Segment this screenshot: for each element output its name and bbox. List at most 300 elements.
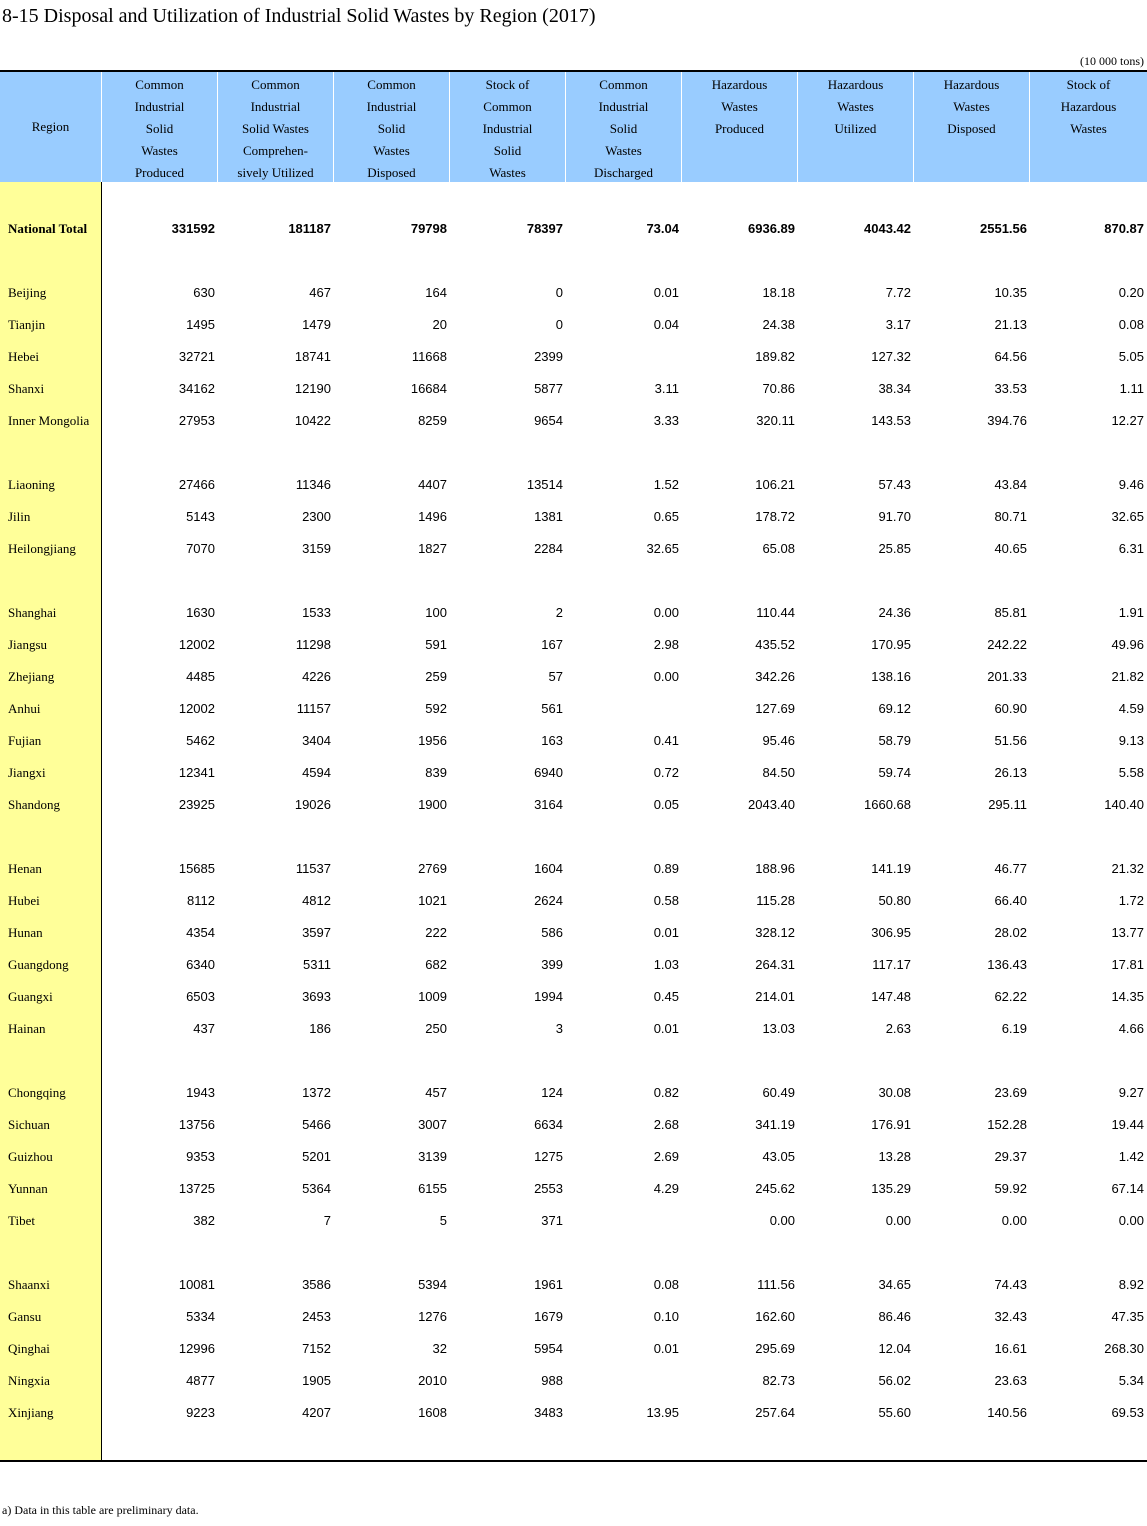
region-name: Shanxi xyxy=(8,381,45,396)
cell-value: 6936.89 xyxy=(748,221,795,236)
cell-value: 110.44 xyxy=(756,605,795,620)
cell-value: 0.65 xyxy=(653,509,679,524)
table-row xyxy=(0,1275,1147,1295)
cell-value: 12002 xyxy=(178,701,215,716)
cell-value: 3159 xyxy=(302,541,331,556)
table-row xyxy=(0,923,1147,943)
cell-value: 50.80 xyxy=(878,893,911,908)
region-name: Ningxia xyxy=(8,1373,50,1388)
cell-value: 10081 xyxy=(178,1277,215,1292)
cell-value: 4812 xyxy=(302,893,331,908)
cell-value: 371 xyxy=(541,1213,563,1228)
cell-value: 74.43 xyxy=(994,1277,1027,1292)
column-header-line: Common xyxy=(251,77,300,92)
cell-value: 1943 xyxy=(186,1085,215,1100)
cell-value: 214.01 xyxy=(755,989,795,1004)
cell-value: 3 xyxy=(555,1021,563,1036)
table-row xyxy=(0,987,1147,1007)
cell-value: 9654 xyxy=(534,413,563,428)
cell-value: 9353 xyxy=(186,1149,215,1164)
cell-value: 3693 xyxy=(302,989,331,1004)
cell-value: 6634 xyxy=(534,1117,563,1132)
column-header-line: Produced xyxy=(134,165,185,180)
cell-value: 13514 xyxy=(526,477,563,492)
cell-value: 60.90 xyxy=(994,701,1027,716)
cell-value: 2399 xyxy=(534,349,563,364)
column-header-line: sively Utilized xyxy=(237,165,314,180)
cell-value: 2453 xyxy=(302,1309,331,1324)
cell-value: 7 xyxy=(323,1213,331,1228)
column-header-line: Hazardous xyxy=(827,77,884,92)
cell-value: 1276 xyxy=(418,1309,447,1324)
cell-value: 26.13 xyxy=(994,765,1027,780)
column-header-line: Wastes xyxy=(141,143,178,158)
cell-value: 7.72 xyxy=(885,285,911,300)
column-header-line: Stock of xyxy=(1066,77,1111,92)
cell-value: 163 xyxy=(541,733,563,748)
cell-value: 152.28 xyxy=(987,1117,1027,1132)
cell-value xyxy=(566,1211,682,1231)
column-header-line: Discharged xyxy=(594,165,653,180)
cell-value: 259 xyxy=(425,669,447,684)
cell-value: 1.11 xyxy=(1119,381,1144,396)
cell-value: 30.08 xyxy=(878,1085,911,1100)
cell-value: 24.38 xyxy=(762,317,795,332)
cell-value: 6340 xyxy=(186,957,215,972)
region-name: Sichuan xyxy=(8,1117,50,1132)
column-header-line: Region xyxy=(31,119,70,134)
cell-value: 561 xyxy=(541,701,563,716)
cell-value: 7070 xyxy=(186,541,215,556)
cell-value: 13.28 xyxy=(878,1149,911,1164)
table-row xyxy=(0,315,1147,335)
column-header-line: Hazardous xyxy=(943,77,1000,92)
cell-value: 66.40 xyxy=(994,893,1027,908)
cell-value: 3586 xyxy=(302,1277,331,1292)
cell-value: 69.12 xyxy=(878,701,911,716)
cell-value: 21.32 xyxy=(1111,861,1144,876)
column-header-line: Wastes xyxy=(605,143,642,158)
cell-value: 9223 xyxy=(186,1405,215,1420)
cell-value: 1479 xyxy=(302,317,331,332)
cell-value: 16.61 xyxy=(994,1341,1027,1356)
cell-value: 147.48 xyxy=(871,989,911,1004)
cell-value: 33.53 xyxy=(994,381,1027,396)
cell-value: 47.35 xyxy=(1111,1309,1144,1324)
cell-value: 9.27 xyxy=(1118,1085,1144,1100)
cell-value: 170.95 xyxy=(871,637,911,652)
column-header-line: Wastes xyxy=(721,99,758,114)
column-header-line: Wastes xyxy=(1070,121,1107,136)
cell-value: 870.87 xyxy=(1104,221,1144,236)
cell-value: 1827 xyxy=(418,541,447,556)
cell-value: 3139 xyxy=(418,1149,447,1164)
cell-value: 0.01 xyxy=(653,925,679,940)
column-header-line: Stock of xyxy=(485,77,530,92)
cell-value: 0.01 xyxy=(653,1021,679,1036)
cell-value: 399 xyxy=(541,957,563,972)
region-name: Tianjin xyxy=(8,317,46,332)
cell-value: 27466 xyxy=(178,477,215,492)
region-name: Tibet xyxy=(8,1213,35,1228)
cell-value: 1.03 xyxy=(653,957,679,972)
cell-value: 0.20 xyxy=(1118,285,1144,300)
cell-value: 1496 xyxy=(418,509,447,524)
table-header xyxy=(0,70,1147,182)
cell-value: 34162 xyxy=(178,381,215,396)
cell-value: 2010 xyxy=(418,1373,447,1388)
cell-value: 2284 xyxy=(534,541,563,556)
column-header-line: Hazardous xyxy=(711,77,768,92)
cell-value: 11157 xyxy=(296,701,331,716)
cell-value: 140.40 xyxy=(1104,797,1144,812)
cell-value: 4407 xyxy=(418,477,447,492)
cell-value: 5877 xyxy=(534,381,563,396)
cell-value: 328.12 xyxy=(755,925,795,940)
cell-value: 264.31 xyxy=(755,957,795,972)
cell-value: 4207 xyxy=(302,1405,331,1420)
cell-value: 55.60 xyxy=(878,1405,911,1420)
cell-value: 591 xyxy=(425,637,447,652)
cell-value: 0 xyxy=(555,285,563,300)
cell-value: 12996 xyxy=(178,1341,215,1356)
cell-value: 2553 xyxy=(534,1181,563,1196)
cell-value: 84.50 xyxy=(762,765,795,780)
cell-value: 1381 xyxy=(534,509,563,524)
cell-value: 12190 xyxy=(294,381,331,396)
column-header-line: Industrial xyxy=(134,99,185,114)
cell-value: 6940 xyxy=(534,765,563,780)
cell-value: 57.43 xyxy=(878,477,911,492)
cell-value: 435.52 xyxy=(755,637,795,652)
cell-value: 80.71 xyxy=(994,509,1027,524)
column-header-line: Hazardous xyxy=(1060,99,1117,114)
cell-value: 4877 xyxy=(186,1373,215,1388)
cell-value: 0.05 xyxy=(653,797,679,812)
table-row xyxy=(0,539,1147,559)
table-row xyxy=(0,1371,1147,1391)
cell-value: 16684 xyxy=(410,381,447,396)
table-row xyxy=(0,859,1147,879)
cell-value: 23925 xyxy=(178,797,215,812)
cell-value: 59.74 xyxy=(878,765,911,780)
column-header-line: Solid xyxy=(145,121,174,136)
table-row xyxy=(0,1083,1147,1103)
column-header xyxy=(914,72,1030,182)
cell-value: 0.82 xyxy=(653,1085,679,1100)
cell-value: 1630 xyxy=(186,605,215,620)
column-header-line: Wastes xyxy=(837,99,874,114)
cell-value: 0.00 xyxy=(769,1213,795,1228)
cell-value: 331592 xyxy=(171,221,215,236)
region-name: Shandong xyxy=(8,797,60,812)
cell-value: 268.30 xyxy=(1104,1341,1144,1356)
cell-value: 5.34 xyxy=(1118,1373,1144,1388)
column-header-line: Common xyxy=(483,99,532,114)
cell-value: 341.19 xyxy=(755,1117,795,1132)
cell-value: 10422 xyxy=(294,413,331,428)
unit-label: (10 000 tons) xyxy=(1080,54,1144,68)
table-row xyxy=(0,667,1147,687)
table-row xyxy=(0,763,1147,783)
cell-value: 4.29 xyxy=(653,1181,679,1196)
cell-value: 124 xyxy=(541,1085,563,1100)
cell-value: 176.91 xyxy=(871,1117,911,1132)
cell-value: 12002 xyxy=(178,637,215,652)
cell-value: 67.14 xyxy=(1111,1181,1144,1196)
region-name: Hebei xyxy=(8,349,40,364)
cell-value: 100 xyxy=(425,605,447,620)
region-name: Shanghai xyxy=(8,605,57,620)
region-name: Hunan xyxy=(8,925,43,940)
table-row xyxy=(0,955,1147,975)
cell-value: 11668 xyxy=(411,349,447,364)
column-header-line: Industrial xyxy=(250,99,301,114)
cell-value: 178.72 xyxy=(755,509,795,524)
column-header-line: Solid xyxy=(377,121,406,136)
cell-value: 8259 xyxy=(418,413,447,428)
region-name: Hainan xyxy=(8,1021,46,1036)
region-name: Gansu xyxy=(8,1309,42,1324)
cell-value: 1009 xyxy=(418,989,447,1004)
cell-value: 141.19 xyxy=(871,861,911,876)
cell-value: 3007 xyxy=(418,1117,447,1132)
cell-value: 2551.56 xyxy=(980,221,1027,236)
cell-value: 1.42 xyxy=(1118,1149,1144,1164)
column-header xyxy=(218,72,334,182)
region-name: Jiangsu xyxy=(8,637,47,652)
cell-value: 60.49 xyxy=(762,1085,795,1100)
column-header-line: Industrial xyxy=(366,99,417,114)
cell-value: 8112 xyxy=(187,893,215,908)
cell-value: 222 xyxy=(425,925,447,940)
footnote: a) Data in this table are preliminary data. xyxy=(2,1503,199,1517)
cell-value: 1604 xyxy=(534,861,563,876)
cell-value: 32721 xyxy=(178,349,215,364)
cell-value: 1.91 xyxy=(1118,605,1144,620)
cell-value: 257.64 xyxy=(755,1405,795,1420)
table-row xyxy=(0,635,1147,655)
cell-value: 18.18 xyxy=(762,285,795,300)
region-name: Inner Mongolia xyxy=(8,413,90,428)
column-header-line: Utilized xyxy=(834,121,877,136)
cell-value: 69.53 xyxy=(1111,1405,1144,1420)
table-row xyxy=(0,379,1147,399)
cell-value: 5394 xyxy=(418,1277,447,1292)
cell-value xyxy=(566,347,682,367)
cell-value: 1961 xyxy=(534,1277,563,1292)
cell-value: 5201 xyxy=(302,1149,331,1164)
column-header-line: Common xyxy=(367,77,416,92)
cell-value: 3.33 xyxy=(653,413,679,428)
cell-value: 24.36 xyxy=(878,605,911,620)
column-header xyxy=(566,72,682,182)
cell-value: 5334 xyxy=(186,1309,215,1324)
cell-value: 1994 xyxy=(534,989,563,1004)
column-header-line: Disposed xyxy=(367,165,416,180)
cell-value: 189.82 xyxy=(755,349,795,364)
cell-value: 13.77 xyxy=(1111,925,1144,940)
cell-value: 15685 xyxy=(178,861,215,876)
region-name: Xinjiang xyxy=(8,1405,54,1420)
cell-value: 4354 xyxy=(186,925,215,940)
cell-value: 3.11 xyxy=(654,381,679,396)
table-row xyxy=(0,1115,1147,1135)
column-header-line: Common xyxy=(135,77,184,92)
cell-value: 592 xyxy=(425,701,447,716)
cell-value: 5462 xyxy=(186,733,215,748)
cell-value: 43.05 xyxy=(762,1149,795,1164)
cell-value: 1372 xyxy=(302,1085,331,1100)
column-header-line: Disposed xyxy=(947,121,996,136)
cell-value: 7152 xyxy=(302,1341,331,1356)
region-name: Hubei xyxy=(8,893,40,908)
cell-value: 630 xyxy=(193,285,215,300)
cell-value: 839 xyxy=(425,765,447,780)
cell-value: 27953 xyxy=(178,413,215,428)
table-row xyxy=(0,1147,1147,1167)
cell-value: 1275 xyxy=(534,1149,563,1164)
cell-value: 40.65 xyxy=(994,541,1027,556)
cell-value: 3.17 xyxy=(885,317,911,332)
cell-value: 115.28 xyxy=(756,893,795,908)
region-name: Jilin xyxy=(8,509,31,524)
cell-value: 13.95 xyxy=(646,1405,679,1420)
cell-value: 32.65 xyxy=(1111,509,1144,524)
cell-value: 394.76 xyxy=(987,413,1027,428)
cell-value: 586 xyxy=(541,925,563,940)
cell-value: 78397 xyxy=(526,221,563,236)
cell-value: 9.46 xyxy=(1118,477,1144,492)
cell-value: 0.58 xyxy=(653,893,679,908)
cell-value: 0.00 xyxy=(653,605,679,620)
cell-value: 4485 xyxy=(186,669,215,684)
cell-value: 0.08 xyxy=(1118,317,1144,332)
cell-value: 127.69 xyxy=(755,701,795,716)
cell-value: 11346 xyxy=(295,477,331,492)
cell-value: 4.59 xyxy=(1118,701,1144,716)
cell-value: 32.65 xyxy=(646,541,679,556)
column-header-line: Wastes xyxy=(953,99,990,114)
cell-value: 11537 xyxy=(295,861,331,876)
cell-value: 57 xyxy=(548,669,563,684)
cell-value: 135.29 xyxy=(871,1181,911,1196)
column-header-line: Comprehen- xyxy=(243,143,308,158)
cell-value: 70.86 xyxy=(762,381,795,396)
cell-value: 5.58 xyxy=(1118,765,1144,780)
cell-value: 11298 xyxy=(295,637,331,652)
region-name: Shaanxi xyxy=(8,1277,50,1292)
cell-value: 320.11 xyxy=(756,413,795,428)
cell-value: 58.79 xyxy=(878,733,911,748)
cell-value: 85.81 xyxy=(994,605,1027,620)
region-name: Jiangxi xyxy=(8,765,46,780)
cell-value: 4.66 xyxy=(1118,1021,1144,1036)
cell-value: 38.34 xyxy=(878,381,911,396)
cell-value: 2.98 xyxy=(653,637,679,652)
cell-value: 2 xyxy=(555,605,563,620)
cell-value: 17.81 xyxy=(1111,957,1144,972)
column-header-line: Industrial xyxy=(482,121,533,136)
cell-value: 181187 xyxy=(288,221,331,236)
cell-value: 13756 xyxy=(178,1117,215,1132)
cell-value: 2043.40 xyxy=(748,797,795,812)
cell-value: 5.05 xyxy=(1118,349,1144,364)
cell-value: 18741 xyxy=(294,349,331,364)
cell-value: 0.08 xyxy=(653,1277,679,1292)
cell-value: 295.11 xyxy=(988,797,1027,812)
cell-value: 0.00 xyxy=(1001,1213,1027,1228)
table-row xyxy=(0,1403,1147,1423)
table-row xyxy=(0,795,1147,815)
region-name: Henan xyxy=(8,861,42,876)
column-header-line: Wastes xyxy=(373,143,410,158)
cell-value: 1.72 xyxy=(1118,893,1144,908)
cell-value: 6155 xyxy=(418,1181,447,1196)
region-name: Heilongjiang xyxy=(8,541,76,556)
cell-value: 136.43 xyxy=(987,957,1027,972)
cell-value: 1021 xyxy=(418,893,447,908)
cell-value: 5466 xyxy=(302,1117,331,1132)
region-name: Fujian xyxy=(8,733,42,748)
cell-value: 65.08 xyxy=(762,541,795,556)
cell-value: 0.00 xyxy=(653,669,679,684)
column-header xyxy=(334,72,450,182)
cell-value: 12341 xyxy=(178,765,215,780)
cell-value: 49.96 xyxy=(1111,637,1144,652)
column-header-line: Produced xyxy=(714,121,765,136)
cell-value: 295.69 xyxy=(755,1341,795,1356)
table-row xyxy=(0,603,1147,623)
cell-value: 242.22 xyxy=(987,637,1027,652)
cell-value: 19.44 xyxy=(1111,1117,1144,1132)
cell-value: 162.60 xyxy=(755,1309,795,1324)
column-header xyxy=(682,72,798,182)
cell-value: 2769 xyxy=(418,861,447,876)
table-row xyxy=(0,1179,1147,1199)
cell-value: 79798 xyxy=(410,221,447,236)
region-column-band xyxy=(0,182,102,1460)
cell-value: 32.43 xyxy=(994,1309,1027,1324)
column-header-line: Solid xyxy=(609,121,638,136)
cell-value: 32 xyxy=(432,1341,447,1356)
region-name: Beijing xyxy=(8,285,47,300)
cell-value: 0.72 xyxy=(653,765,679,780)
cell-value: 1679 xyxy=(534,1309,563,1324)
table-row xyxy=(0,347,1147,367)
cell-value: 1900 xyxy=(418,797,447,812)
cell-value: 138.16 xyxy=(871,669,911,684)
cell-value: 10.35 xyxy=(994,285,1027,300)
column-header xyxy=(798,72,914,182)
cell-value: 6.19 xyxy=(1001,1021,1027,1036)
cell-value: 1495 xyxy=(186,317,215,332)
cell-value: 3483 xyxy=(534,1405,563,1420)
cell-value: 1533 xyxy=(302,605,331,620)
cell-value: 3164 xyxy=(534,797,563,812)
cell-value: 0 xyxy=(555,317,563,332)
cell-value: 5143 xyxy=(186,509,215,524)
cell-value: 82.73 xyxy=(762,1373,795,1388)
cell-value: 1660.68 xyxy=(864,797,911,812)
cell-value: 143.53 xyxy=(871,413,911,428)
cell-value: 201.33 xyxy=(987,669,1027,684)
cell-value: 0.41 xyxy=(653,733,679,748)
cell-value: 0.00 xyxy=(1118,1213,1144,1228)
cell-value: 14.35 xyxy=(1111,989,1144,1004)
table-row xyxy=(0,1339,1147,1359)
column-header-line: Solid Wastes xyxy=(242,121,309,136)
